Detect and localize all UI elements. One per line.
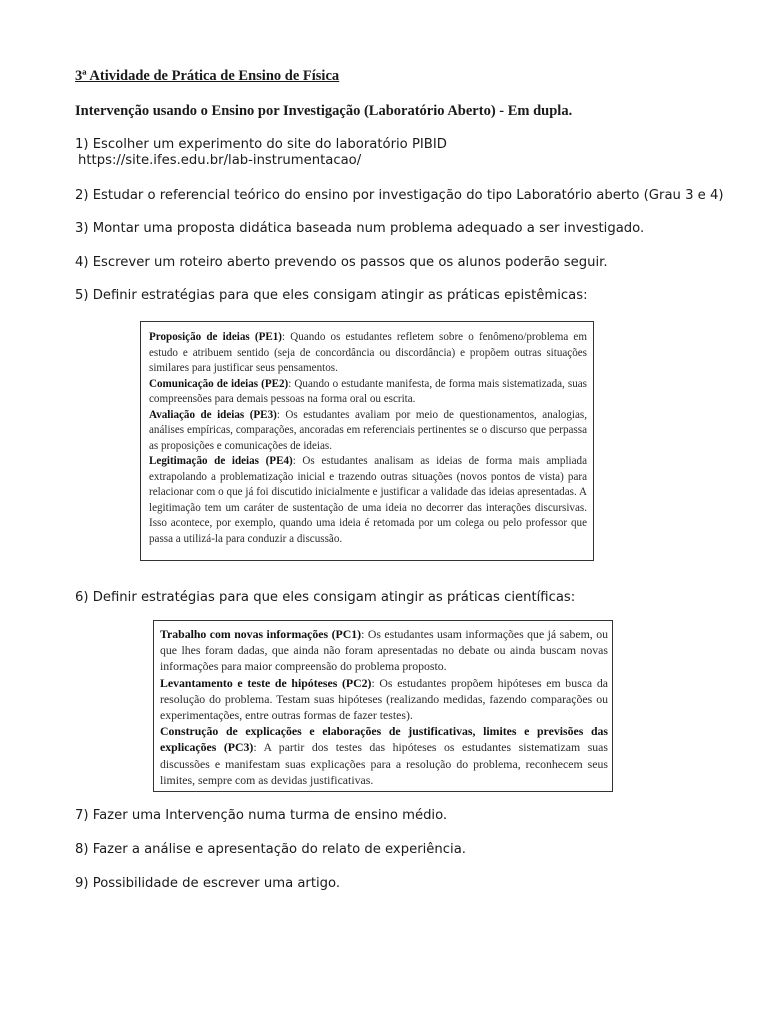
practice-description: : Os estudantes analisam as ideias de forma mais ampliada extrapolando a problematização inicial e trazendo outras situações (novos pontos de vista) para relacionar com o que já foi discutido inicialmente e justificar a validade das ideias apresentadas. A legitimação tem um caráter de sustentação de uma ideia no decorrer das interações discursivas. Isso acontece, por exemplo, quando uma ideia é retomada por um colega ou pelo professor que passa a utilizá-la para conduzir a discussão. [149,455,588,545]
practice-term: Levantamento e teste de hipóteses (PC2) [160,675,372,690]
practice-description: : Os estudantes propõem hipóteses em busca da resolução do problema. Testam suas hipóteses (realizando medidas, fazendo comparações ou experimentações, entre outras formas de fazer testes). [160,675,608,723]
list-item-2: 2) Estudar o referencial teórico do ensino por investigação do tipo Laboratório aberto (Grau 3 e 4) [75,188,724,203]
list-item-4: 4) Escrever um roteiro aberto prevendo os passos que os alunos poderão seguir. [75,255,608,270]
site-url[interactable]: https://site.ifes.edu.br/lab-instrumentacao/ [78,153,362,168]
list-item-8: 8) Fazer a análise e apresentação do relato de experiência. [75,842,466,857]
practice-term: Avaliação de ideias (PE3) [149,408,277,421]
list-item-6: 6) Definir estratégias para que eles consigam atingir as práticas científicas: [75,590,576,605]
list-item-7: 7) Fazer uma Intervenção numa turma de ensino médio. [75,808,448,823]
epistemic-practices-box [140,321,594,561]
practice-term: Trabalho com novas informações (PC1) [160,627,362,641]
practice-description: : A partir dos testes das hipóteses os estudantes sistematizam suas discussões e manifestam suas explicações para a resolução do problema, reconhecem seus limites, sempre com as devidas justificativas. [160,740,609,787]
scientific-practices-box [153,620,613,792]
practice-description: : Os estudantes usam informações que já sabem, ou que lhes foram dadas, que ainda não foram apresentadas no debate ou ainda buscam novas informações para maior compreensão do problema proposto. [160,627,608,674]
list-item-3: 3) Montar uma proposta didática baseada num problema adequado a ser investigado. [75,221,645,236]
practice-description: : Quando o estudante manifesta, de forma mais sistematizada, suas compreensões para demais pessoas na forma oral ou escrita. [149,377,588,405]
practice-term: Legitimação de ideias (PE4) [149,455,293,467]
practice-description: : Os estudantes avaliam por meio de questionamentos, analogias, análises empíricas, comparações, ancoradas em referenciais pertinentes se o discurso que perpassa as proposições e comunicações de ideias. [149,408,587,452]
practice-pe4 [149,454,587,547]
list-item-9: 9) Possibilidade de escrever uma artigo. [75,876,341,891]
list-item-5: 5) Definir estratégias para que eles consigam atingir as práticas epistêmicas: [75,288,588,303]
document-title: 3ª Atividade de Prática de Ensino de Física [75,68,340,84]
list-item-1: 1) Escolher um experimento do site do laboratório PIBID [75,137,447,152]
practice-pe2 [149,377,587,408]
practice-pe1 [149,330,587,377]
practice-pe3 [149,408,587,455]
practice-description: : Quando os estudantes refletem sobre o fenômeno/problema em estudo e atribuem sentido (seja de concordância ou discordância) e propõem outras situações similares para justificar seus pensamentos. [149,331,587,374]
practice-pc1 [160,626,608,675]
practice-term: Comunicação de ideias (PE2) [149,377,289,390]
practice-pc2 [160,675,608,724]
practice-term: Construção de explicações e elaborações de justificativas, limites e previsões das explicações (PC3) [160,724,608,755]
document-subtitle: Intervenção usando o Ensino por Investigação (Laboratório Aberto) - Em dupla. [75,103,573,119]
practice-pc3 [160,723,608,788]
practice-term: Proposição de ideias (PE1) [149,331,282,343]
